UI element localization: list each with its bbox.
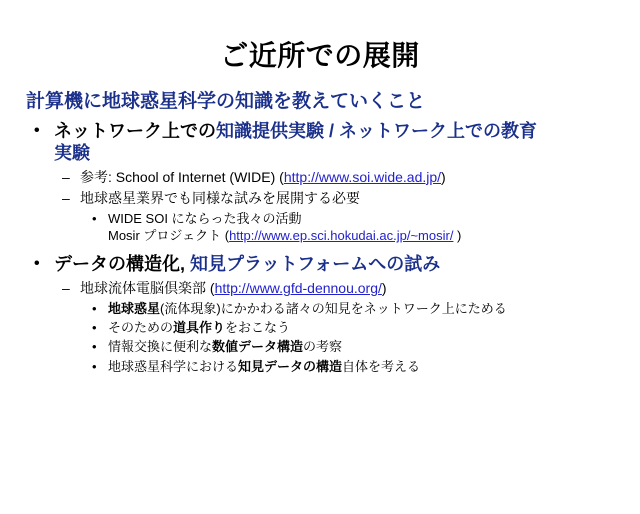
- bullet2-prefix: データの構造化,: [54, 254, 191, 275]
- list-item: [34, 254, 640, 276]
- b11-start: 地球惑星科学における: [108, 358, 239, 374]
- bullet-dot-icon: •: [34, 255, 40, 273]
- mosir-suffix: ): [453, 228, 462, 244]
- mosir-line: [108, 228, 640, 244]
- bullet-dot-icon: •: [92, 320, 97, 336]
- bullet-dot-icon: •: [34, 122, 40, 139]
- b8-mid: (流体現象): [160, 300, 221, 316]
- b9-end: をおこなう: [225, 320, 291, 336]
- bullet-level2-text: [80, 169, 446, 187]
- b8-bold: 地球惑星: [108, 300, 161, 316]
- b9-bold: 道具作り: [173, 320, 226, 336]
- mosir-prefix: Mosir プロジェクト (: [108, 228, 230, 244]
- b10-end: の考察: [303, 339, 343, 355]
- mosir-link[interactable]: http://www.ep.sci.hokudai.ac.jp/~mosir/: [229, 228, 454, 244]
- b10-start: 情報交換に便利な: [108, 339, 213, 355]
- list-item: [62, 169, 640, 187]
- slide-body: [0, 121, 640, 375]
- bullet-level1-text: [54, 121, 640, 165]
- bullet-level3-text: [108, 320, 290, 336]
- list-item: [92, 211, 640, 227]
- list-item: [92, 359, 640, 375]
- dennou-prefix: 地球流体電脳倶楽部 (: [80, 280, 215, 297]
- bullet-level3-text: [108, 301, 507, 317]
- bullet-level2-text: [80, 280, 387, 298]
- bullet-dash-icon: –: [62, 280, 70, 297]
- slide: [0, 34, 640, 514]
- bullet-level3-text: [108, 339, 342, 355]
- b11-bold: 知見データの構造: [238, 358, 343, 374]
- soi-link[interactable]: http://www.soi.wide.ad.jp/: [283, 168, 442, 185]
- list-item: [92, 320, 640, 336]
- page-title: ご近所での展開: [220, 40, 420, 71]
- list-item: [62, 190, 640, 208]
- dennou-link[interactable]: http://www.gfd-dennou.org/: [214, 280, 382, 297]
- list-item: [92, 339, 640, 355]
- bullet-level3-text: WIDE SOI にならった我々の活動: [108, 210, 302, 226]
- slide-subtitle: 計算機に地球惑星科学の知識を教えていくこと: [26, 91, 426, 112]
- bullet-level1-text: [54, 254, 640, 276]
- bullet1-prefix: ネットワーク上での: [54, 121, 216, 141]
- list-item: [34, 121, 640, 165]
- bullet-dash-icon: –: [62, 190, 70, 207]
- bullet-dot-icon: •: [92, 210, 97, 226]
- list-item: [92, 301, 640, 317]
- bullet-dot-icon: •: [92, 300, 97, 316]
- bullet-level3-text: [108, 359, 420, 375]
- bullet1-accent: 知識提供実験 / ネットワーク上での教育: [216, 121, 538, 141]
- soi-suffix: ): [441, 168, 446, 185]
- b10-bold: 数値データ構造: [212, 339, 304, 355]
- bullet-level2-text: 地球惑星業界でも同様な試みを展開する必要: [80, 190, 360, 207]
- b11-end: 自体を考える: [342, 358, 421, 374]
- bullet2-accent: 知見プラットフォームへの試み: [190, 254, 441, 275]
- b8-end: にかかわる諸々の知見をネットワーク上にためる: [220, 300, 507, 316]
- bullet-dot-icon: •: [92, 358, 97, 374]
- bullet-dash-icon: –: [62, 168, 70, 185]
- soi-prefix: 参考: School of Internet (WIDE) (: [80, 168, 284, 185]
- bullet1-accent-line2: 実験: [54, 142, 90, 163]
- bullet-dot-icon: •: [92, 339, 97, 355]
- b9-start: そのための: [108, 320, 174, 336]
- dennou-suffix: ): [381, 280, 387, 297]
- list-item: [62, 280, 640, 298]
